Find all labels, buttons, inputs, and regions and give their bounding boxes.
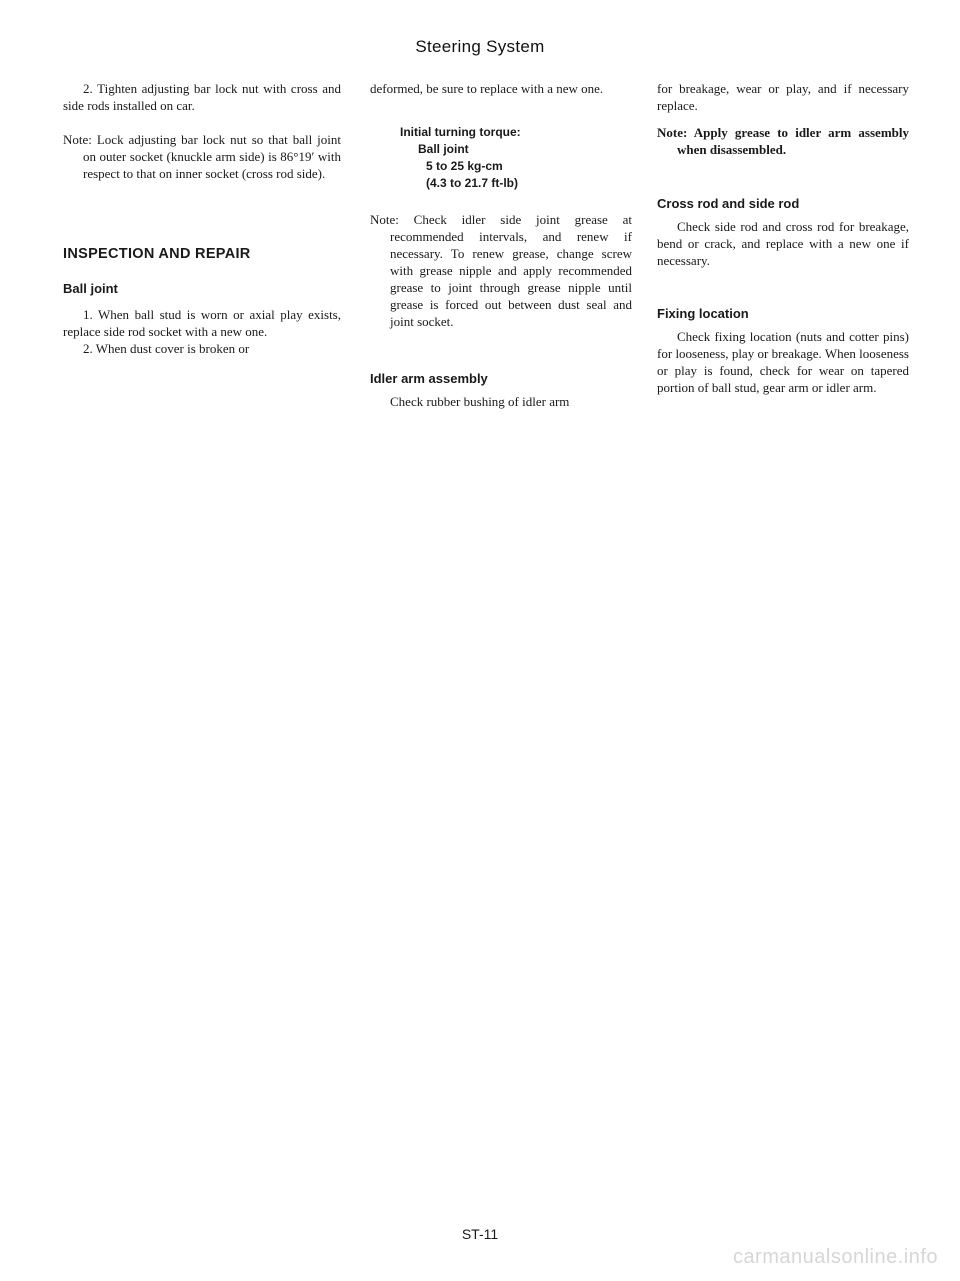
- deformed-continuation: deformed, be sure to replace with a new one.: [370, 81, 604, 96]
- subheading-ball-joint: Ball joint: [63, 281, 118, 296]
- note-idler-grease: Note: Check idler side joint grease at recommended intervals, and renew if necessary. To renew grease, change screw with grease nipple and apply recommended grease to joint through grease nipple until grease is forced out between dust seal and joint socket.: [370, 212, 632, 329]
- spec-item: Ball joint: [418, 142, 469, 156]
- ball-joint-step-1: 1. When ball stud is worn or axial play exists, replace side rod socket with a new one.: [63, 307, 341, 339]
- note-apply-grease: Note: Apply grease to idler arm assembly when disassembled.: [657, 125, 909, 157]
- idler-arm-text: Check rubber bushing of idler arm: [390, 394, 570, 409]
- page-title: Steering System: [415, 37, 545, 56]
- section-heading-inspection: INSPECTION AND REPAIR: [63, 246, 251, 262]
- column-middle: [370, 80, 632, 410]
- fixing-location-text: Check fixing location (nuts and cotter pins) for looseness, play or breakage. When looseness or play is found, check for wear on tapered portion of ball stud, gear arm or idler arm.: [657, 329, 909, 395]
- subheading-fixing-location: Fixing location: [657, 306, 749, 321]
- column-left: [63, 80, 341, 357]
- torque-spec-block: [370, 124, 632, 192]
- procedure-step-2: 2. Tighten adjusting bar lock nut with cross and side rods installed on car.: [63, 81, 341, 113]
- note-lock-nut-text: Note: Lock adjusting bar lock nut so that ball joint on outer socket (knuckle arm side) is 86°19′ with respect to that on inner socket (cross rod side).: [63, 132, 341, 181]
- cross-rod-text: Check side rod and cross rod for breakage, bend or crack, and replace with a new one if necessary.: [657, 219, 909, 268]
- subheading-cross-rod: Cross rod and side rod: [657, 196, 800, 211]
- page-number: ST-11: [461, 1226, 499, 1242]
- note-lock-nut: [63, 131, 341, 182]
- spec-title: Initial turning torque:: [400, 125, 521, 139]
- column-right: [657, 80, 909, 396]
- spec-value-metric: 5 to 25 kg-cm: [426, 159, 503, 173]
- watermark: carmanualsonline.info: [732, 1246, 938, 1268]
- spec-value-imperial: (4.3 to 21.7 ft-lb): [426, 176, 519, 190]
- idler-arm-continuation: for breakage, wear or play, and if necessary replace.: [657, 81, 909, 113]
- ball-joint-step-2: 2. When dust cover is broken or: [83, 341, 250, 356]
- subheading-idler-arm: Idler arm assembly: [370, 371, 488, 386]
